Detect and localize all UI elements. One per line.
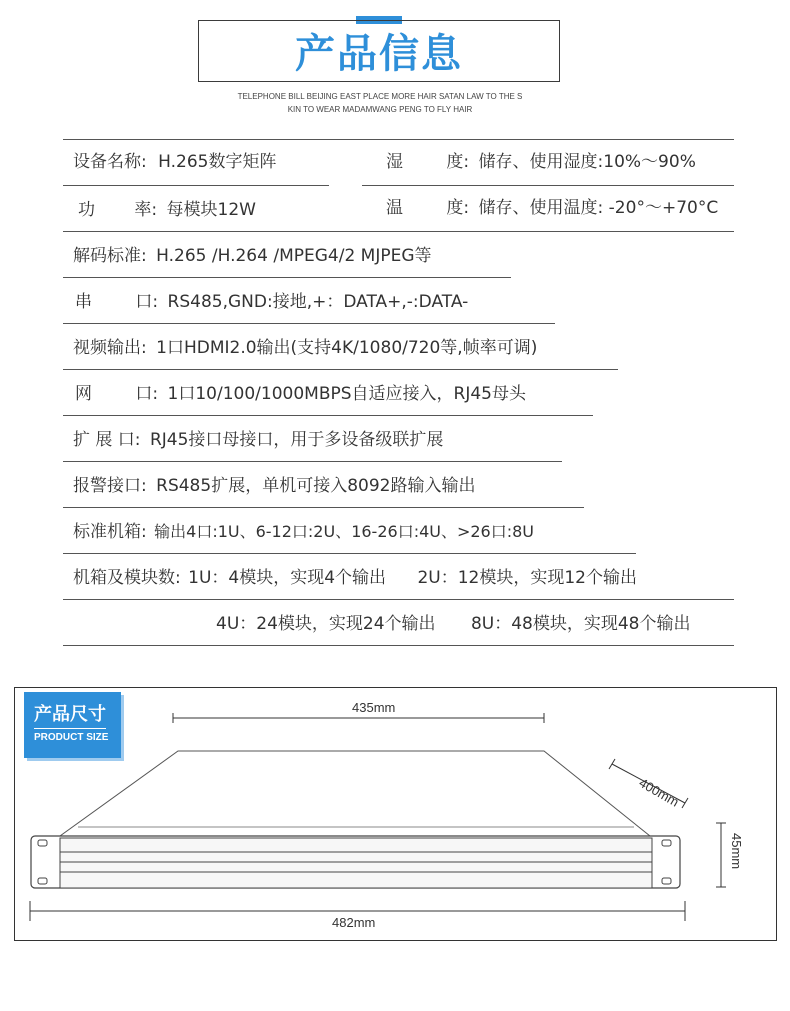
spec-label-1: 串 xyxy=(75,292,92,312)
spec-label-2: 度: xyxy=(446,198,470,218)
spec-label-1: 网 xyxy=(75,384,92,404)
spec-label-2: 度: xyxy=(446,152,470,172)
spec-value: RJ45接口母接口，用于多设备级联扩展 xyxy=(149,430,444,450)
label-height: 45mm xyxy=(729,833,744,870)
subtitle-line-2: KIN TO WEAR MADAMWANG PENG TO FLY HAIR xyxy=(287,105,473,114)
spec-value: 1口10/100/1000MBPS自适应接入，RJ45母头 xyxy=(167,384,526,404)
label-width-bottom: 482mm xyxy=(332,915,376,930)
label-width-top: 435mm xyxy=(352,700,396,715)
spec-label-2: 口: xyxy=(135,292,159,312)
spec-value: 输出4口:1U、6-12口:2U、16-26口:4U、>26口:8U xyxy=(154,522,535,541)
spec-value: RS485扩展，单机可接入8092路输入输出 xyxy=(156,476,476,496)
spec-value: H.265数字矩阵 xyxy=(158,152,277,172)
spec-label: 机箱及模块数: xyxy=(73,568,181,588)
spec-label-1: 功 xyxy=(78,200,95,220)
spec-label-2: 口: xyxy=(135,384,159,404)
spec-value: 储存、使用湿度:10%～90% xyxy=(478,152,696,172)
spec-label: 解码标准: xyxy=(73,246,147,266)
dimension-height xyxy=(716,823,726,887)
spec-value-2u: 2U：12模块，实现12个输出 xyxy=(417,568,637,588)
badge-subtitle: PRODUCT SIZE xyxy=(34,732,109,743)
badge-title: 产品尺寸 xyxy=(34,700,106,729)
spec-value-1u: 1U：4模块，实现4个输出 xyxy=(188,568,387,588)
spec-label: 标准机箱: xyxy=(73,522,147,542)
spec-label: 报警接口: xyxy=(73,476,147,496)
spec-value-4u: 4U：24模块，实现24个输出 xyxy=(216,614,436,634)
chassis-top-panel xyxy=(60,751,650,836)
subtitle-line-1: TELEPHONE BILL BEIJING EAST PLACE MORE HAIR SATAN LAW TO THE S xyxy=(237,92,523,101)
spec-value: RS485,GND:接地,+：DATA+,-:DATA- xyxy=(167,292,469,312)
label-depth: 400mm xyxy=(636,775,682,810)
spec-label: 设备名称: xyxy=(73,152,147,172)
spec-label: 扩 展 口: xyxy=(73,430,141,450)
spec-value: 储存、使用温度: -20°～+70°C xyxy=(478,198,719,218)
spec-label: 视频输出: xyxy=(73,338,147,358)
spec-value: 1口HDMI2.0输出(支持4K/1080/720等,帧率可调) xyxy=(156,338,538,358)
spec-value-8u: 8U：48模块，实现48个输出 xyxy=(470,614,691,634)
spec-value: 每模块12W xyxy=(166,200,256,220)
spec-label-1: 湿 xyxy=(386,152,403,172)
spec-value: H.265 /H.264 /MPEG4/2 MJPEG等 xyxy=(156,246,432,266)
spec-label-2: 率: xyxy=(134,200,158,220)
spec-label-1: 温 xyxy=(386,198,403,218)
front-face xyxy=(60,838,652,888)
page-title: 产品信息 xyxy=(295,31,463,77)
